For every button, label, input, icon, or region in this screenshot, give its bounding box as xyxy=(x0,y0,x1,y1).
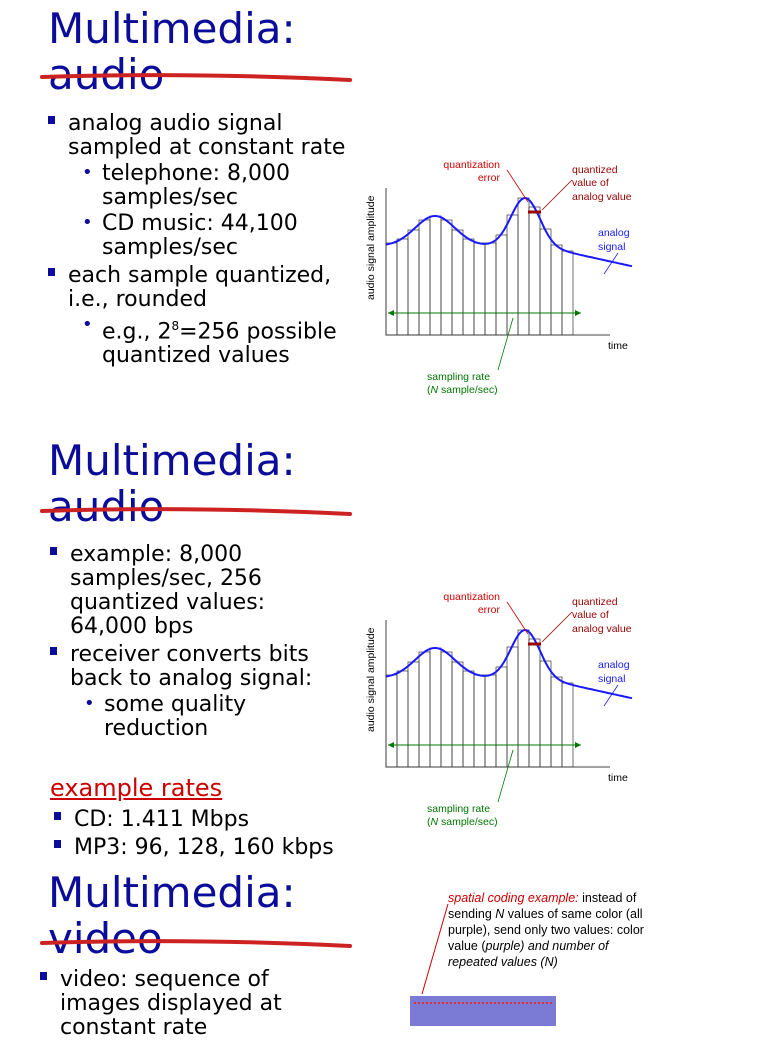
quantization-error-label: error xyxy=(477,604,500,616)
sample-bar xyxy=(540,661,551,767)
quantized-value-label: analog value xyxy=(572,191,632,203)
sample-bar xyxy=(397,239,408,335)
list-item: each sample quantized, i.e., rounded • e.g., $2^8=256$ possible quantized values xyxy=(46,264,346,368)
sample-bar xyxy=(452,230,463,335)
title-line-2: audio xyxy=(48,50,165,99)
analog-signal-label: signal xyxy=(598,241,626,253)
y-axis-label: audio signal amplitude xyxy=(365,195,377,300)
sample-bar xyxy=(474,675,485,767)
analog-signal-label: analog xyxy=(598,659,630,671)
list-item: video: sequence of images displayed at constant rate xyxy=(38,968,328,1040)
sampling-diagram xyxy=(360,150,650,400)
sample-bar xyxy=(496,235,507,335)
sample-bar xyxy=(430,648,441,767)
sample-bar xyxy=(386,243,397,335)
analog-signal-label: analog xyxy=(598,227,630,239)
title-line-2: video xyxy=(48,914,163,963)
list-item: MP3: 96, 128, 160 kbps xyxy=(52,836,372,860)
sampling-rate-label: sampling rate xyxy=(427,371,491,383)
sampling-diagram xyxy=(360,582,650,832)
sample-bar xyxy=(562,251,573,335)
title-line-2: audio xyxy=(48,482,165,531)
y-axis-label: audio signal amplitude xyxy=(365,627,377,732)
sample-bar xyxy=(485,675,496,767)
sub-list-item: • telephone: 8,000 samples/sec xyxy=(68,162,346,210)
sample-bar xyxy=(518,630,529,767)
quantization-error-label: quantization xyxy=(443,159,500,171)
error-leader xyxy=(507,170,528,202)
sampling-rate-label: (N sample/sec) xyxy=(427,816,498,828)
sample-bar xyxy=(441,220,452,335)
sample-bar xyxy=(397,671,408,767)
spatial-coding-note: spatial coding example: instead of sending N values of same color (all purple), send only two values: color value (purple) and number of repeated values (N) xyxy=(448,891,644,969)
sample-bar xyxy=(496,667,507,767)
title-line-1: Multimedia: xyxy=(48,4,296,53)
title-line-1: Multimedia: xyxy=(48,868,296,917)
bullet-list xyxy=(48,543,338,745)
error-leader xyxy=(507,602,528,634)
bullet-list xyxy=(38,968,328,1044)
quantized-leader xyxy=(542,612,572,642)
list-item: example: 8,000 samples/sec, 256 quantized values: 64,000 bps xyxy=(48,543,338,639)
sample-bar xyxy=(419,652,430,767)
analog-curve xyxy=(386,198,632,266)
red-strikethrough xyxy=(38,936,354,952)
red-strikethrough xyxy=(38,504,354,520)
sampling-rate-label: (N sample/sec) xyxy=(427,384,498,396)
rates-list xyxy=(52,808,372,864)
sample-bar xyxy=(386,675,397,767)
list-item: CD: 1.411 Mbps xyxy=(52,808,372,832)
quantized-value-label: value of xyxy=(572,609,609,621)
sampling-leader xyxy=(498,750,513,802)
sample-bar xyxy=(529,207,540,335)
sample-bar xyxy=(463,239,474,335)
sample-bar xyxy=(507,647,518,767)
purple-image-strip xyxy=(410,996,556,1026)
red-strikethrough xyxy=(38,70,354,86)
sample-bar xyxy=(408,662,419,767)
quantization-error-label: error xyxy=(477,172,500,184)
sample-bar xyxy=(474,243,485,335)
example-rates-heading: example rates xyxy=(50,774,223,802)
slide-video xyxy=(0,864,768,1040)
analog-signal-label: signal xyxy=(598,673,626,685)
analog-curve xyxy=(386,630,632,698)
list-item: receiver converts bits back to analog signal: • some quality reduction xyxy=(48,643,338,741)
sample-bar xyxy=(408,230,419,335)
sub-list-item: • CD music: 44,100 samples/sec xyxy=(68,212,346,260)
sample-bar xyxy=(551,245,562,335)
slide-audio-2 xyxy=(0,432,768,864)
sample-bar xyxy=(529,639,540,767)
slide-audio-1 xyxy=(0,0,768,432)
sub-list-item: • e.g., $2^8=256$ possible quantized values xyxy=(68,314,346,368)
sample-bar xyxy=(540,229,551,335)
list-item: analog audio signal sampled at constant rate • telephone: 8,000 samples/sec • CD music: 44,100 samples/sec xyxy=(46,112,346,260)
title-line-1: Multimedia: xyxy=(48,436,296,485)
quantization-error-label: quantization xyxy=(443,591,500,603)
sample-bar xyxy=(430,216,441,335)
sample-bar xyxy=(452,662,463,767)
x-axis-label: time xyxy=(608,772,628,784)
sample-bar xyxy=(463,671,474,767)
sample-bar xyxy=(419,220,430,335)
sample-bar xyxy=(551,677,562,767)
sample-bar xyxy=(441,652,452,767)
bullet-list xyxy=(46,112,346,372)
quantized-value-label: quantized xyxy=(572,596,618,608)
quantized-leader xyxy=(542,180,572,210)
quantized-value-label: value of xyxy=(572,177,609,189)
quantized-value-label: analog value xyxy=(572,623,632,635)
quantized-value-label: quantized xyxy=(572,164,618,176)
sampling-leader xyxy=(498,318,513,370)
sample-bar xyxy=(562,683,573,767)
sample-bar xyxy=(485,243,496,335)
sub-list-item: • some quality reduction xyxy=(70,693,338,741)
sample-bar xyxy=(507,215,518,335)
sampling-rate-label: sampling rate xyxy=(427,803,491,815)
x-axis-label: time xyxy=(608,340,628,352)
callout-line xyxy=(420,902,450,996)
sample-bar xyxy=(518,198,529,335)
